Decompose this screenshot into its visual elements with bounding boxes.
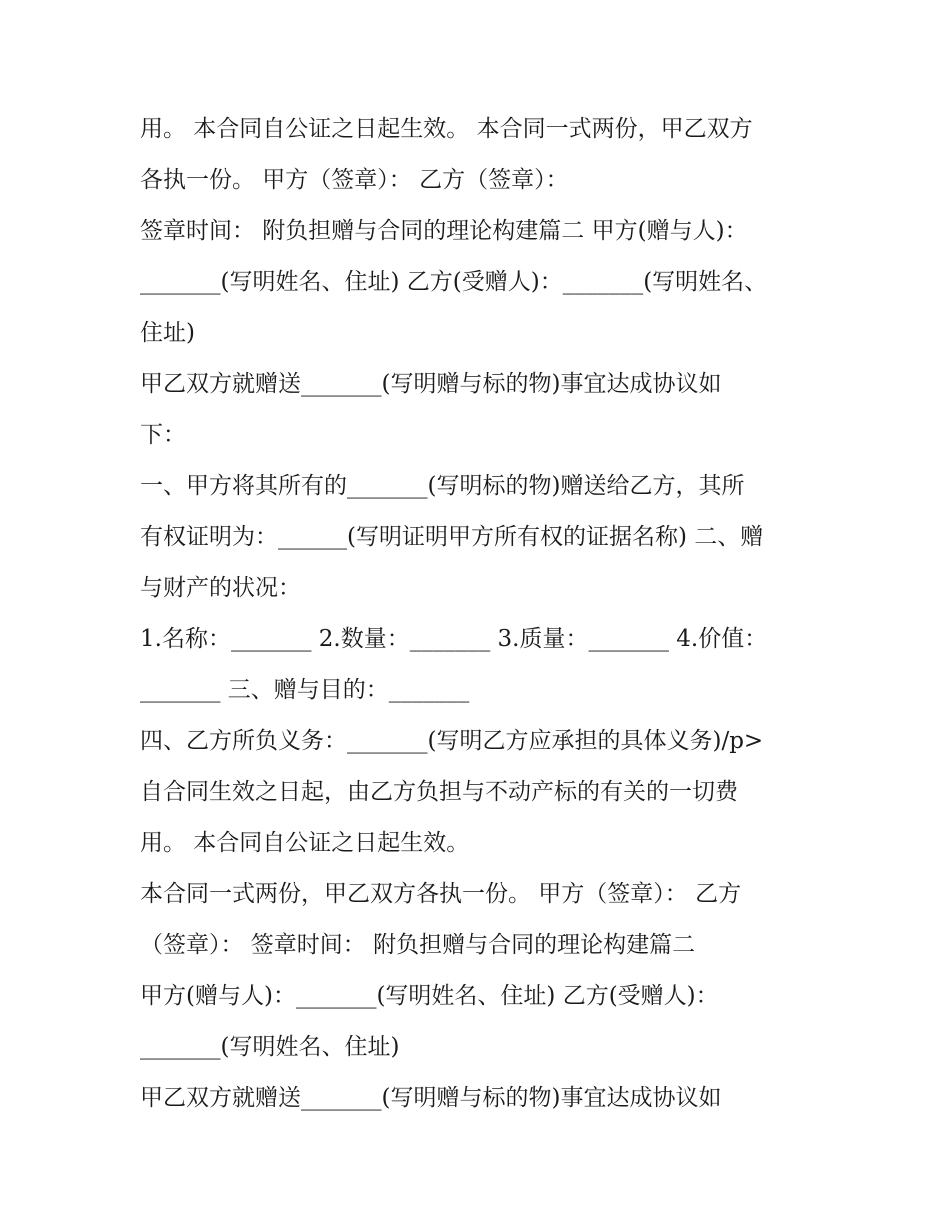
text-line: 与财产的状况： [140,575,301,601]
text-line: 用。 本合同自公证之日起生效。 本合同一式两份，甲乙双方 [140,116,753,142]
text-line: 自合同生效之日起，由乙方负担与不动产标的有关的一切费 [140,779,738,805]
text-line: 一、甲方将其所有的_______(写明标的物)赠送给乙方，其所 [140,473,745,499]
text-line: 甲乙双方就赠送_______(写明赠与标的物)事宜达成协议如 [140,1085,722,1111]
text-line: 各执一份。 甲方（签章）： 乙方（签章）： [140,167,569,193]
text-line: 用。 本合同自公证之日起生效。 [140,830,470,856]
text-line: 下： [140,422,186,448]
text-line: 签章时间： 附负担赠与合同的理论构建篇二 甲方(赠与人)： [140,218,748,244]
text-line: 甲乙双方就赠送_______(写明赠与标的物)事宜达成协议如 [140,371,722,397]
text-line: 有权证明为：______(写明证明甲方所有权的证据名称) 二、赠 [140,524,764,550]
text-line: _______(写明姓名、住址) [140,1034,400,1060]
text-line: 甲方(赠与人)：_______(写明姓名、住址) 乙方(受赠人)： [140,983,719,1009]
text-line: _______ 三、赠与目的：_______ [140,677,470,703]
text-line: 本合同一式两份，甲乙双方各执一份。 甲方（签章）： 乙方 [140,881,742,907]
text-line: 1.名称：_______ 2.数量：_______ 3.质量：_______ 4.价值： [140,626,768,652]
text-line: 住址) [140,320,195,346]
text-line: _______(写明姓名、住址) 乙方(受赠人)：_______(写明姓名、 [140,269,768,295]
text-line: 四、乙方所负义务：_______(写明乙方应承担的具体义务)/p> [140,728,764,754]
text-line: （签章）： 签章时间： 附负担赠与合同的理论构建篇二 [140,932,696,958]
